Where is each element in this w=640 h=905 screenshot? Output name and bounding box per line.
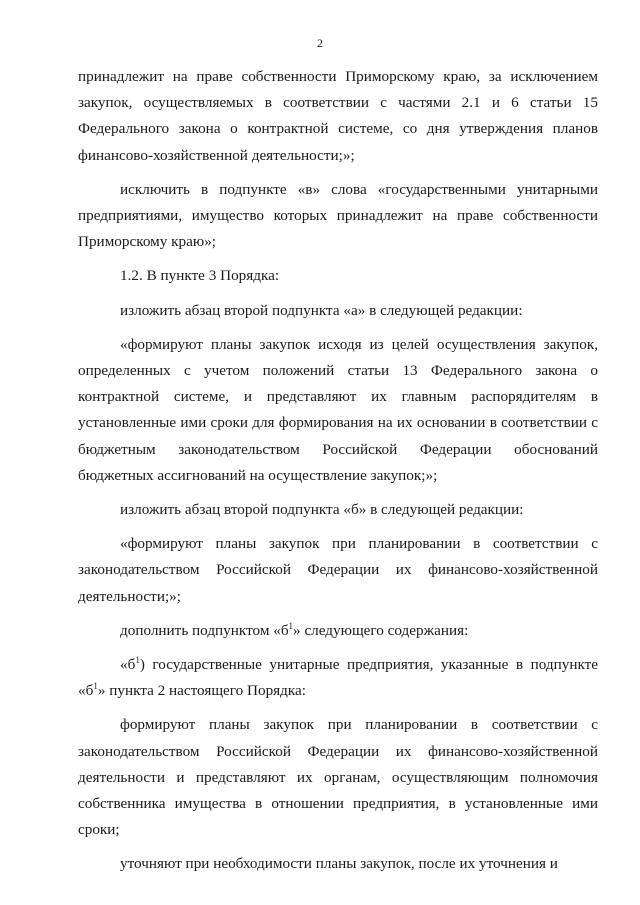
paragraph-exclude-subitem-v: исключить в подпункте «в» слова «государственными унитарными предприятиями, имущество которых принадлежит на праве собственности Приморскому краю»;: [78, 180, 598, 251]
text-segment: » пункта 2 настоящего Порядка:: [97, 682, 306, 700]
text-segment: » следующего содержания:: [293, 621, 469, 639]
document-body: [78, 64, 598, 886]
text-segment: ) государственные унитарные предприятия, указанные в подпункте «б: [78, 656, 598, 700]
paragraph-amend-subitem-a: изложить абзац второй подпункта «а» в следующей редакции:: [120, 301, 523, 319]
superscript: 1: [288, 620, 294, 631]
paragraph-quote-subitem-a: «формируют планы закупок исходя из целей осуществления закупок, определенных с учетом положений статьи 13 Федерального закона о контрактной системе, и представляют их главным распорядителям в установленные ими сроки для формирования на их основании в соответствии с бюджетным законодательством Российской Федерации обоснований бюджетных ассигнований на осуществление закупок;»;: [78, 335, 598, 484]
paragraph-add-subitem-b1: [78, 618, 598, 644]
paragraph-subitem-b1-header: [78, 652, 598, 704]
paragraph-section-1-2: 1.2. В пункте 3 Порядка:: [120, 267, 280, 285]
superscript: 1: [93, 681, 98, 692]
paragraph-quote-subitem-b: «формируют планы закупок при планировании в соответствии с законодательством Российской Федерации их финансово-хозяйственной деятельности;»;: [78, 535, 598, 605]
paragraph-continuation: принадлежит на праве собственности Приморскому краю, за исключением закупок, осуществляемых в соответствии с частями 2.1 и 6 статьи 15 Федерального закона о контрактной системе, со дня утверждения планов финансово-хозяйственной деятельности;»;: [78, 68, 598, 164]
text-segment: дополнить подпунктом «б: [120, 621, 289, 639]
paragraph-form-plans: формируют планы закупок при планировании в соответствии с законодательством Российской Федерации их финансово-хозяйственной деятельности и представляют их органам, осуществляющим полномочия собственника имущества в отношении предприятия, в установленные ими сроки;: [78, 716, 598, 839]
paragraph-amend-subitem-b: изложить абзац второй подпункта «б» в следующей редакции:: [120, 501, 524, 519]
superscript: 1: [135, 655, 140, 665]
paragraph-update-plans: уточняют при необходимости планы закупок, после их уточнения и: [120, 855, 558, 873]
text-segment: «б: [120, 656, 136, 674]
page-number: 2: [317, 36, 323, 50]
